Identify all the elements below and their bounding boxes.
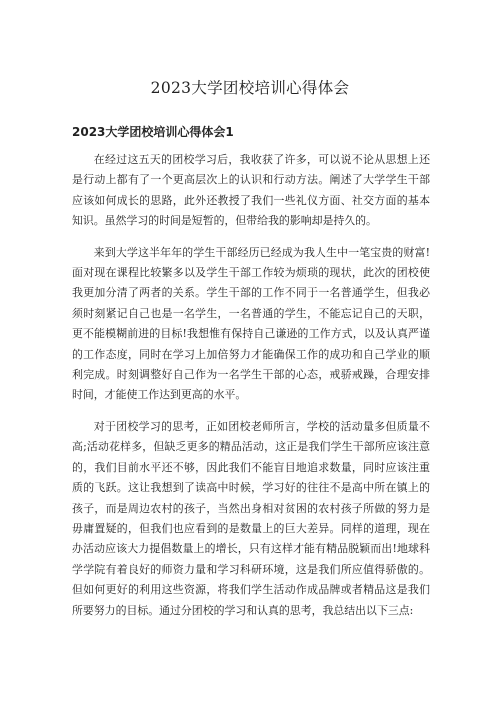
paragraph-3: 对于团校学习的思考，正如团校老师所言，学校的活动量多但质量不高;活动花样多，但缺乏更多的精品活动，这正是我们学生干部所应该注意的，我们目前水平还不够，因此我们不能盲目地追求数量，同时应该注重质的飞跃。这让我想到了读高中时候，学习好的往往不是高中所在镇上的孩子，而是周边农村的孩子，当然出身相对贫困的农村孩子所做的努力是毋庸置疑的，但我们也应看到的是数量上的巨大差异。同样的道理，现在办活动应该大力提倡数量上的增长，只有这样才能有精品脱颖而出!地球科学学院有着良好的师资力量和学习科研环境，这是我们所应值得骄傲的。但如何更好的利用这些资源，将我们学生活动作成品牌或者精品这是我们所要努力的目标。通过分团校的学习和认真的思考，我总结出以下三点: [72, 419, 430, 617]
document-title: 2023大学团校培训心得体会 [150, 79, 350, 97]
section-heading: 2023大学团校培训心得体会1 [72, 125, 234, 139]
document-body [72, 150, 430, 632]
paragraph-1: 在经过这五天的团校学习后，我收获了许多，可以说不论从思想上还是行动上都有了一个更高层次上的认识和行动方法。阐述了大学学生干部应该如何成长的思路，此外还教授了我们一些礼仪方面、社交方面的基本知识。虽然学习的时间是短暂的，但带给我的影响却是持久的。 [72, 153, 430, 228]
paragraph-2: 来到大学这半年年的学生干部经历已经成为我人生中一笔宝贵的财富!面对现在课程比较繁多以及学生干部工作较为烦琐的现状，此次的团校使我更加分清了两者的关系。学生干部的工作不同于一名普通学生，但我必须时刻紧记自己也是一名学生，一名普通的学生，不能忘记自己的天职，更不能模糊前进的目标!我想惟有保持自己谦逊的工作方式，以及认真严谨的工作态度，同时在学习上加倍努力才能确保工作的成功和自己学业的顺利完成。时刻调整好自己作为一名学生干部的心态，戒骄戒躁，合理安排时间，才能使工作达到更高的水平。 [72, 245, 430, 402]
